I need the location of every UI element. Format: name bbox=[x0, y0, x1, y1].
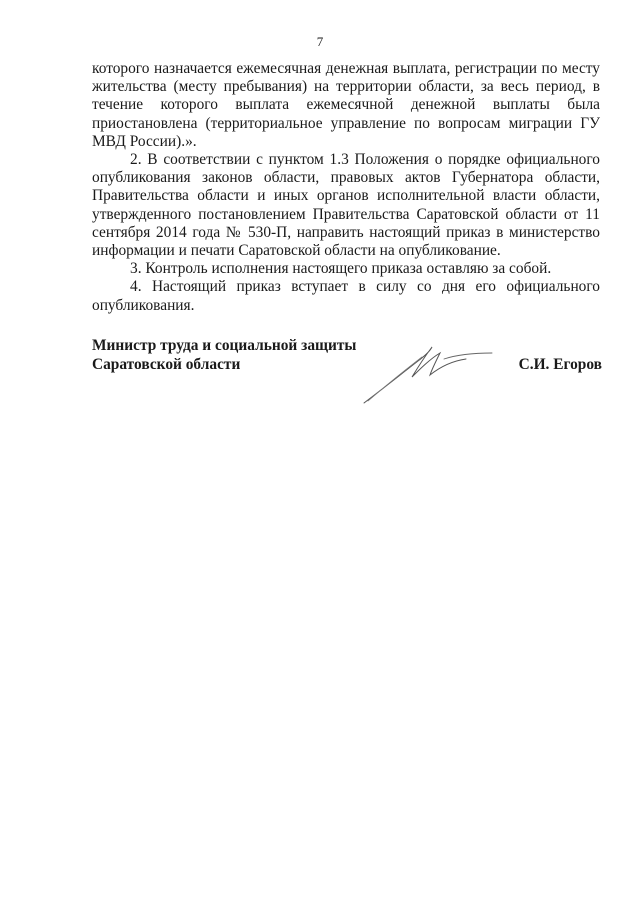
paragraph-2: 2. В соответствии с пунктом 1.3 Положения о порядке официального опубликования законов области, правовых актов Губернатора области, Правительства области и иных органов исполнительной власти области, утвержденного постановлением Правительства Саратовской области от 11 сентября 2014 года № 530-П, направить настоящий приказ в министерство информации и печати Саратовской области на опубликование. bbox=[92, 151, 600, 260]
paragraph-3: 3. Контроль исполнения настоящего приказа оставляю за собой. bbox=[130, 260, 552, 278]
paragraph-4: 4. Настоящий приказ вступает в силу со дня его официального опубликования. bbox=[92, 278, 600, 314]
signer-title-line-1: Министр труда и социальной защиты bbox=[92, 337, 357, 354]
page-number: 7 bbox=[316, 34, 324, 49]
paragraph-continuation: которого назначается ежемесячная денежная выплата, регистрации по месту жительства (месту пребывания) на территории области, за весь период, в течение которого выплата ежемесячной денежной выплаты была приостановлена (территориальное управление по вопросам миграции ГУ МВД России).». bbox=[92, 60, 600, 150]
handwritten-signature bbox=[360, 341, 500, 407]
signer-name: С.И. Егоров bbox=[518, 356, 602, 373]
signer-title-line-2: Саратовской области bbox=[92, 355, 241, 373]
document-body bbox=[92, 60, 600, 315]
signer-title bbox=[92, 337, 356, 374]
signature-block bbox=[92, 337, 602, 417]
